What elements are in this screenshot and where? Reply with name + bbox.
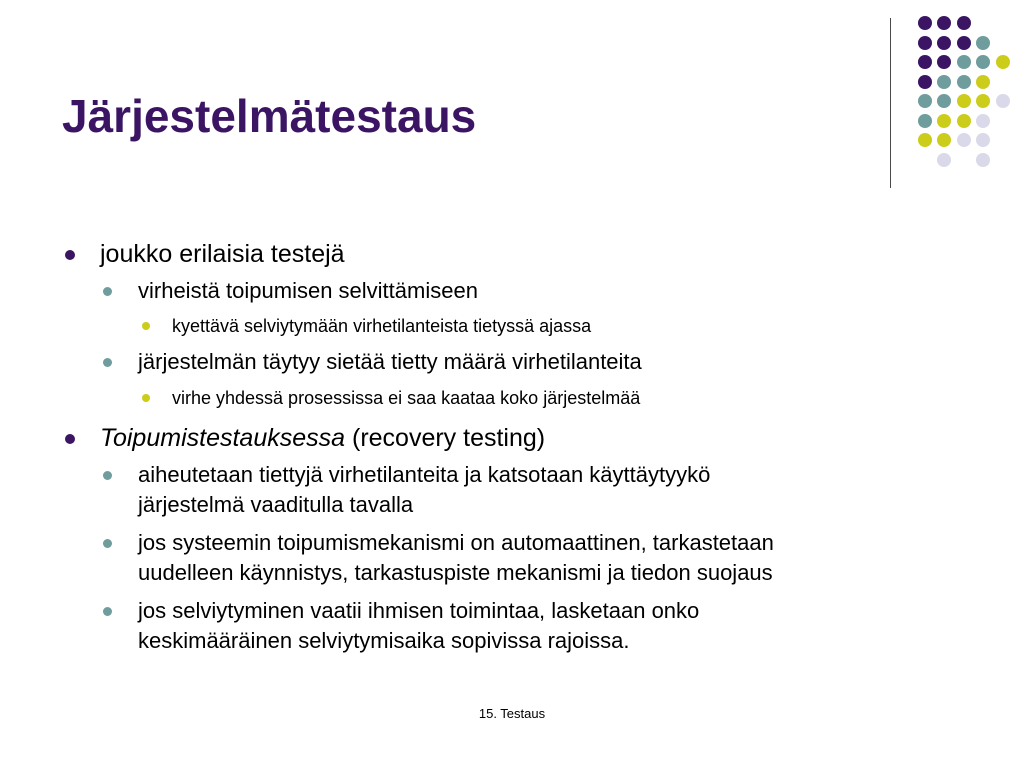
list-item-text: joukko erilaisia testejä — [100, 240, 345, 268]
decorative-divider-line — [890, 18, 891, 188]
decorative-dot — [976, 55, 990, 69]
list-item-text-line-1: jos selviytyminen vaatii ihmisen toimintaa, lasketaan onko — [138, 598, 700, 623]
decorative-dot — [937, 133, 951, 147]
list-item-text-line-1: aiheutetaan tiettyjä virhetilanteita ja katsotaan käyttäytyykö — [138, 462, 711, 487]
list-item-text-line-1: jos systeemin toipumismekanismi on automaattinen, tarkastetaan — [138, 530, 774, 555]
decorative-dot — [937, 153, 951, 167]
bullet-icon — [103, 287, 112, 296]
decorative-dot — [957, 55, 971, 69]
decorative-dot — [918, 36, 932, 50]
list-item-text-line-2: uudelleen käynnistys, tarkastuspiste mekanismi ja tiedon suojaus — [138, 560, 773, 585]
decorative-dot — [937, 55, 951, 69]
decorative-dot — [937, 75, 951, 89]
decorative-dot — [937, 36, 951, 50]
decorative-dot — [918, 75, 932, 89]
decorative-dot — [976, 36, 990, 50]
list-item-text: virhe yhdessä prosessissa ei saa kaataa koko järjestelmää — [172, 388, 641, 408]
decorative-dot — [937, 16, 951, 30]
decorative-dot — [937, 114, 951, 128]
slide-footer: 15. Testaus — [478, 706, 546, 721]
list-item-text: järjestelmän täytyy sietää tietty määrä virhetilanteita — [138, 349, 642, 374]
bullet-icon — [65, 250, 75, 260]
decorative-dot — [918, 55, 932, 69]
list-item-text-line-2: järjestelmä vaaditulla tavalla — [138, 492, 414, 517]
decorative-dot — [957, 133, 971, 147]
decorative-dot — [957, 75, 971, 89]
bullet-icon — [65, 434, 75, 444]
decorative-dot — [976, 153, 990, 167]
decorative-dot — [918, 114, 932, 128]
bullet-icon — [142, 322, 150, 330]
list-item-text: virheistä toipumisen selvittämiseen — [138, 278, 478, 303]
decorative-dot — [918, 94, 932, 108]
decorative-dot — [918, 16, 932, 30]
decorative-dot — [957, 94, 971, 108]
bullet-icon — [103, 539, 112, 548]
list-item-italic-term: Toipumistestauksessa — [100, 424, 346, 452]
decorative-dot — [937, 94, 951, 108]
decorative-dot — [918, 133, 932, 147]
decorative-dot — [976, 133, 990, 147]
decorative-dot — [957, 36, 971, 50]
list-item-text: (recovery testing) — [345, 424, 546, 452]
bullet-icon — [103, 471, 112, 480]
slide-title: Järjestelmätestaus — [62, 90, 477, 142]
bullet-icon — [103, 358, 112, 367]
decorative-dot — [996, 55, 1010, 69]
decorative-dot — [957, 114, 971, 128]
list-item-text: kyettävä selviytymään virhetilanteista tietyssä ajassa — [172, 316, 592, 336]
bullet-icon — [103, 607, 112, 616]
list-item-text-line-2: keskimääräinen selviytymisaika sopivissa rajoissa. — [138, 628, 630, 653]
bullet-icon — [142, 394, 150, 402]
decorative-dot — [996, 94, 1010, 108]
decorative-dot — [976, 75, 990, 89]
decorative-dot — [957, 16, 971, 30]
decorative-dot — [976, 114, 990, 128]
decorative-dot — [976, 94, 990, 108]
